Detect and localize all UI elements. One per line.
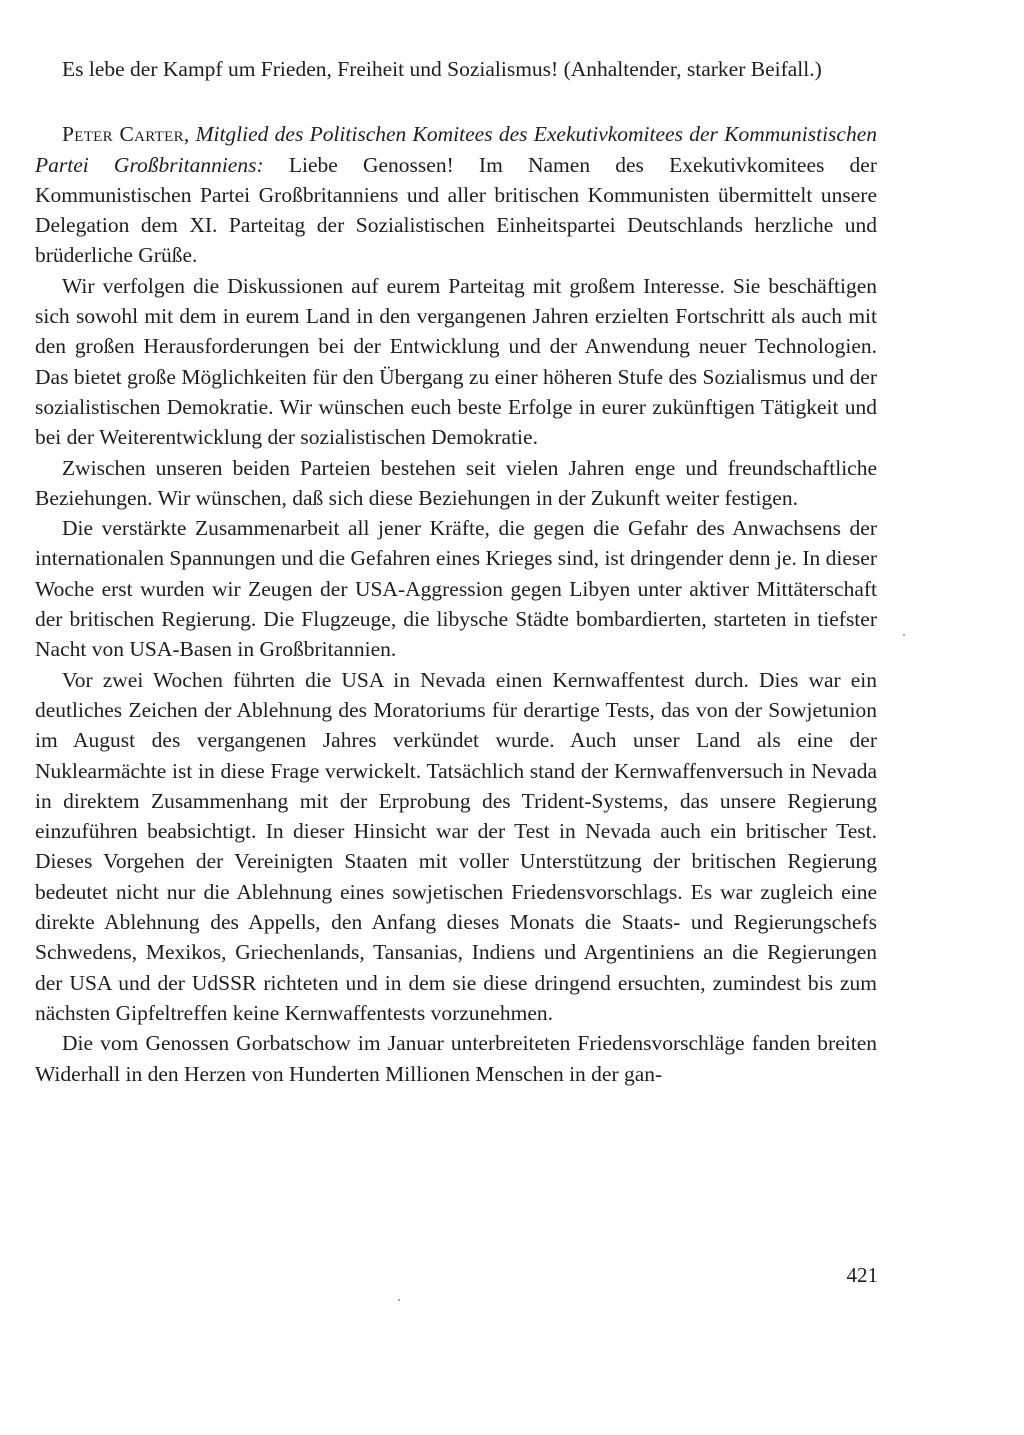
scan-speck [398,1299,400,1301]
paragraph-5: Die vom Genossen Gorbatschow im Januar unterbreiteten Friedensvorschläge fanden breiten Widerhall in den Herzen von Hunderten Millionen Menschen in der gan- [35,1031,877,1086]
body-text [35,54,877,1089]
paragraph-3: Die verstärkte Zusammenarbeit all jener Kräfte, die gegen die Gefahr des Anwachsens der internationalen Spannungen und die Gefahren eines Krieges sind, ist dringender denn je. In dieser Woche erst wurden wir Zeugen der USA-Aggression gegen Libyen unter aktiver Mittäterschaft der britischen Regierung. Die Flugzeuge, die libysche Städte bombardierten, starteten in tiefster Nacht von USA-Basen in Großbritannien. [35,516,877,662]
speaker-role: Mitglied des Politischen Komitees des Exekutivkomitees der Kommunistischen Partei Großbritanniens: [35,122,877,177]
opening-paragraph: Es lebe der Kampf um Frieden, Freiheit und Sozialismus! (Anhaltender, starker Beifall.) [62,57,822,81]
paragraph-1: Wir verfolgen die Diskussionen auf eurem Parteitag mit großem Interesse. Sie beschäftigen sich sowohl mit dem in eurem Land in den vergangenen Jahren erzielten Fortschritt als auch mit den großen Herausforderungen bei der Entwicklung und der Anwendung neuer Technologien. Das bietet große Möglichkeiten für den Übergang zu einer höheren Stufe des Sozialismus und der sozialistischen Demokratie. Wir wünschen euch beste Erfolge in eurer zukünftigen Tätigkeit und bei der Weiterentwicklung der sozialistischen Demokratie. [35,273,877,450]
speech-first-paragraph: Liebe Genossen! Im Namen des Exekutivkomitees der Kommunistischen Partei Großbritanniens und aller britischen Kommunisten übermittelt unsere Delegation dem XI. Parteitag der Sozialistischen Einheitspartei Deutschlands herzliche und brüderliche Grüße. [35,152,878,268]
scan-speck [903,634,905,636]
page-number: 421 [846,1263,878,1287]
paragraph-4: Vor zwei Wochen führten die USA in Nevada einen Kernwaffentest durch. Dies war ein deutliches Zeichen der Ablehnung des Moratoriums für derartige Tests, das von der Sowjetunion im August des vergangenen Jahres verkündet wurde. Auch unser Land als eine der Nuklearmächte ist in diese Frage verwickelt. Tatsächlich stand der Kernwaffenversuch in Nevada in direktem Zusammenhang mit der Erprobung des Trident-Systems, das unsere Regierung einzuführen beabsichtigt. In dieser Hinsicht war der Test in Nevada auch ein britischer Test. Dieses Vorgehen der Vereinigten Staaten mit voller Unterstützung der britischen Regierung bedeutet nicht nur die Ablehnung eines sowjetischen Friedensvorschlags. Es war zugleich eine direkte Ablehnung des Appells, den Anfang dieses Monats die Staats- und Regierungschefs Schwedens, Mexikos, Griechenlands, Tansanias, Indiens und Argentiniens an die Regierungen der USA und der UdSSR richteten und in dem sie diese dringend ersuchten, zumindest bis zum nächsten Gipfeltreffen keine Kernwaffentests vorzunehmen. [35,667,877,1025]
speaker-name: Peter Carter [62,122,184,147]
speech-paragraph: Peter Carter, Mitglied des Politischen Komitees des Exekutivkomitees der Kommunistischen Partei Großbritanniens: Liebe Genossen! Im Namen des Exekutivkomitees der Kommunistischen Partei Großbritanniens und aller britischen Kommunisten übermittelt unsere Delegation dem XI. Parteitag der Sozialistischen Einheitspartei Deutschlands herzliche und brüderliche Grüße. [35,122,878,268]
paragraph-2: Zwischen unseren beiden Parteien bestehen seit vielen Jahren enge und freundschaftliche Beziehungen. Wir wünschen, daß sich diese Beziehungen in der Zukunft weiter festigen. [35,455,877,510]
